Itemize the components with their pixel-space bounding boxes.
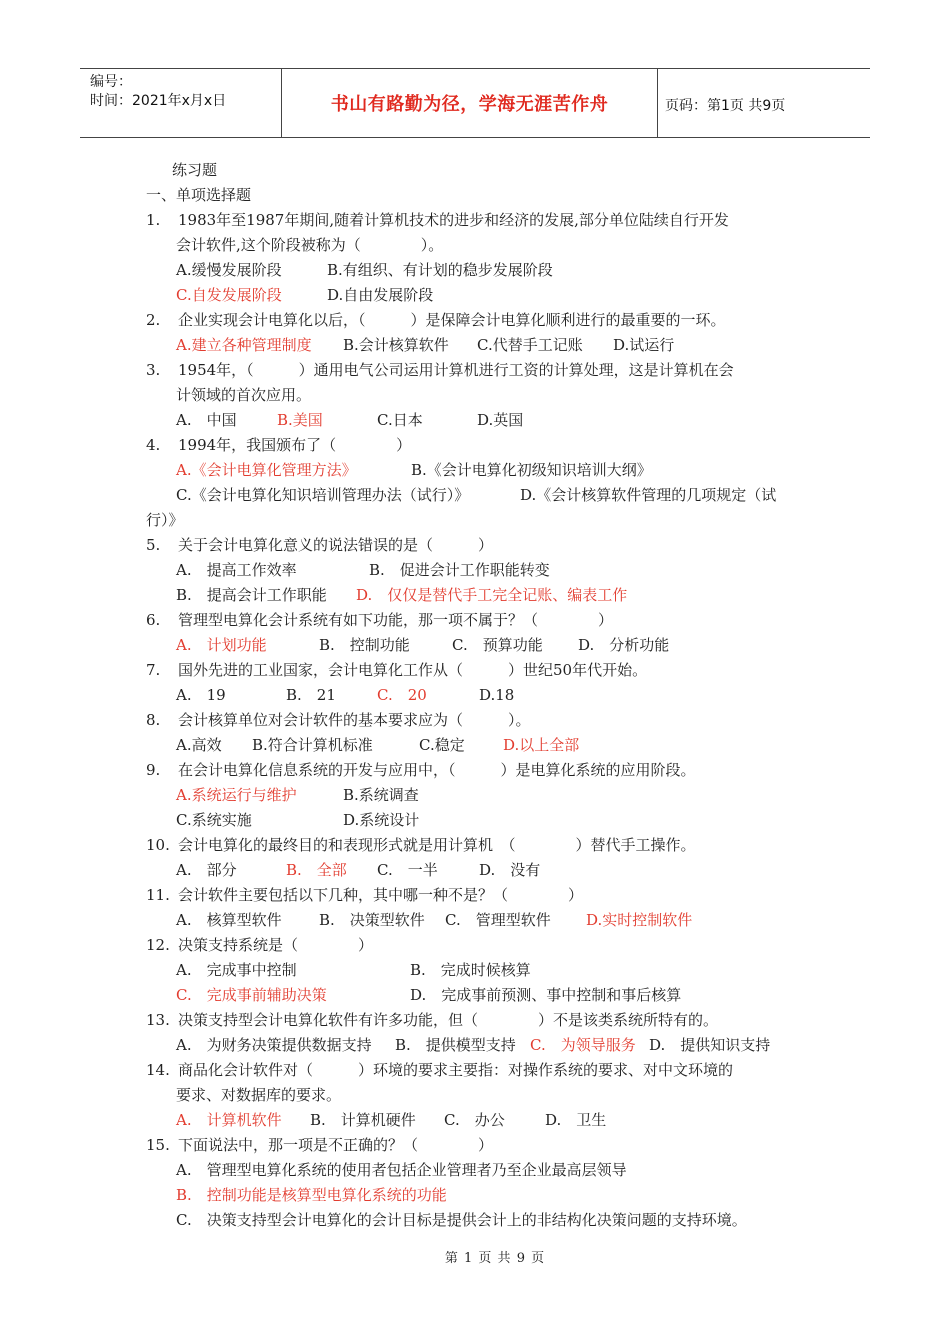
answer-option-correct: C.自发发展阶段 <box>176 286 282 304</box>
question-text: 下面说法中，那一项是不正确的？（ ） <box>178 1136 494 1154</box>
answer-option-correct: B. 全部 <box>286 861 347 879</box>
question-number: 4. <box>146 436 161 454</box>
answer-option-correct: B.美国 <box>277 411 323 429</box>
answer-option: 行）》 <box>146 511 184 529</box>
question-number: 7. <box>146 661 161 679</box>
question-text: 决策支持型会计电算化软件有许多功能，但（ ）不是该类系统所特有的。 <box>178 1011 719 1029</box>
answer-option: D. 没有 <box>479 861 541 879</box>
question-number: 13. <box>146 1011 170 1029</box>
header-page-info: 页码：第1页 共9页 <box>665 98 786 114</box>
page-header <box>80 68 870 138</box>
answer-option: A. 中国 <box>176 411 237 429</box>
answer-option: C. 办公 <box>444 1111 505 1129</box>
answer-option: C.稳定 <box>419 736 465 754</box>
question-text: 1994年，我国颁布了（ ） <box>178 436 412 454</box>
question-text: 会计电算化的最终目的和表现形式就是用计算机 （ ）替代手工操作。 <box>178 836 696 854</box>
answer-option-correct: D.以上全部 <box>503 736 580 754</box>
answer-option-correct: A.建立各种管理制度 <box>176 336 312 354</box>
answer-option: A. 提高工作效率 <box>176 561 297 579</box>
answer-option: A. 为财务决策提供数据支持 <box>176 1036 372 1054</box>
answer-option: B.会计核算软件 <box>343 336 449 354</box>
question-text: 会计软件,这个阶段被称为（ ）。 <box>176 236 444 254</box>
answer-option: C. 预算功能 <box>452 636 543 654</box>
answer-option: D. 完成事前预测、事中控制和事后核算 <box>410 986 682 1004</box>
answer-option: D.英国 <box>477 411 524 429</box>
question-text: 计领域的首次应用。 <box>176 386 312 404</box>
section-heading: 一、单项选择题 <box>146 186 252 204</box>
question-text: 企业实现会计电算化以后，（ ）是保障会计电算化顺利进行的最重要的一环。 <box>178 311 726 329</box>
answer-option: C. 一半 <box>377 861 438 879</box>
question-text: 决策支持系统是（ ） <box>178 936 374 954</box>
question-number: 3. <box>146 361 161 379</box>
question-number: 2. <box>146 311 161 329</box>
answer-option-correct: D.实时控制软件 <box>586 911 693 929</box>
header-meta <box>90 73 280 111</box>
answer-option-correct: A.系统运行与维护 <box>176 786 297 804</box>
answer-option: A.高效 <box>176 736 222 754</box>
doc-title: 练习题 <box>172 161 218 179</box>
doc-number-label: 编号： <box>90 74 132 90</box>
question-number: 10. <box>146 836 170 854</box>
answer-option-correct: D. 仅仅是替代手工完全记账、编表工作 <box>356 586 628 604</box>
question-text: 会计软件主要包括以下几种，其中哪一种不是？（ ） <box>178 886 584 904</box>
question-text: 商品化会计软件对（ ）环境的要求主要指：对操作系统的要求、对中文环境的 <box>178 1061 734 1079</box>
answer-option: B.符合计算机标准 <box>252 736 373 754</box>
question-text: 1983年至1987年期间,随着计算机技术的进步和经济的发展,部分单位陆续自行开发 <box>178 211 729 229</box>
answer-option: A. 管理型电算化系统的使用者包括企业管理者乃至企业最高层领导 <box>176 1161 627 1179</box>
answer-option: A. 部分 <box>176 861 237 879</box>
answer-option: B. 完成时候核算 <box>410 961 531 979</box>
question-text: 在会计电算化信息系统的开发与应用中，（ ）是电算化系统的应用阶段。 <box>178 761 696 779</box>
question-number: 14. <box>146 1061 170 1079</box>
question-number: 6. <box>146 611 161 629</box>
answer-option: A. 核算型软件 <box>176 911 282 929</box>
question-number: 1. <box>146 211 161 229</box>
answer-option-correct: B. 控制功能是核算型电算化系统的功能 <box>176 1186 447 1204</box>
answer-option: D. 分析功能 <box>578 636 670 654</box>
question-text: 管理型电算化会计系统有如下功能，那一项不属于？（ ） <box>178 611 614 629</box>
page-footer: 第 1 页 共 9 页 <box>444 1251 546 1266</box>
question-number: 15. <box>146 1136 170 1154</box>
answer-option: B. 决策型软件 <box>319 911 425 929</box>
doc-date: 时间：2021年x月x日 <box>90 93 227 109</box>
answer-option: C.代替手工记账 <box>477 336 583 354</box>
answer-option-correct: C. 20 <box>377 686 427 704</box>
answer-option: B. 控制功能 <box>319 636 410 654</box>
answer-option: C. 决策支持型会计电算化的会计目标是提供会计上的非结构化决策问题的支持环境。 <box>176 1211 747 1229</box>
answer-option: D.自由发展阶段 <box>327 286 434 304</box>
answer-option: B. 提供模型支持 <box>395 1036 516 1054</box>
question-number: 5. <box>146 536 161 554</box>
answer-option: B.系统调查 <box>343 786 419 804</box>
answer-option: D.《会计核算软件管理的几项规定（试 <box>520 486 777 504</box>
answer-option: A. 19 <box>176 686 226 704</box>
answer-option: D.试运行 <box>613 336 675 354</box>
answer-option: A. 完成事中控制 <box>176 961 297 979</box>
answer-option: D. 卫生 <box>545 1111 607 1129</box>
question-number: 12. <box>146 936 170 954</box>
answer-option: C.日本 <box>377 411 423 429</box>
answer-option-correct: C. 为领导服务 <box>530 1036 636 1054</box>
answer-option: D.系统设计 <box>343 811 420 829</box>
answer-option: B. 21 <box>286 686 336 704</box>
answer-option: D.18 <box>479 686 515 704</box>
answer-option: C.《会计电算化知识培训管理办法（试行）》 <box>176 486 470 504</box>
answer-option: B. 计算机硬件 <box>310 1111 416 1129</box>
question-text: 1954年，（ ）通用电气公司运用计算机进行工资的计算处理，这是计算机在会 <box>178 361 734 379</box>
question-text: 关于会计电算化意义的说法错误的是（ ） <box>178 536 494 554</box>
answer-option-correct: A.《会计电算化管理方法》 <box>176 461 357 479</box>
answer-option: B.有组织、有计划的稳步发展阶段 <box>327 261 553 279</box>
question-text: 国外先进的工业国家，会计电算化工作从（ ）世纪50年代开始。 <box>178 661 648 679</box>
answer-option: C.系统实施 <box>176 811 252 829</box>
answer-option: B. 提高会计工作职能 <box>176 586 327 604</box>
question-text: 要求、对数据库的要求。 <box>176 1086 342 1104</box>
question-number: 9. <box>146 761 161 779</box>
answer-option: B. 促进会计工作职能转变 <box>369 561 550 579</box>
answer-option: C. 管理型软件 <box>445 911 551 929</box>
question-number: 11. <box>146 886 170 904</box>
header-motto: 书山有路勤为径，学海无涯苦作舟 <box>281 69 658 137</box>
answer-option-correct: A. 计划功能 <box>176 636 267 654</box>
answer-option: A.缓慢发展阶段 <box>176 261 282 279</box>
question-number: 8. <box>146 711 161 729</box>
answer-option: B.《会计电算化初级知识培训大纲》 <box>411 461 652 479</box>
answer-option-correct: A. 计算机软件 <box>176 1111 282 1129</box>
answer-option-correct: C. 完成事前辅助决策 <box>176 986 327 1004</box>
question-text: 会计核算单位对会计软件的基本要求应为（ ）。 <box>178 711 531 729</box>
answer-option: D. 提供知识支持 <box>649 1036 771 1054</box>
